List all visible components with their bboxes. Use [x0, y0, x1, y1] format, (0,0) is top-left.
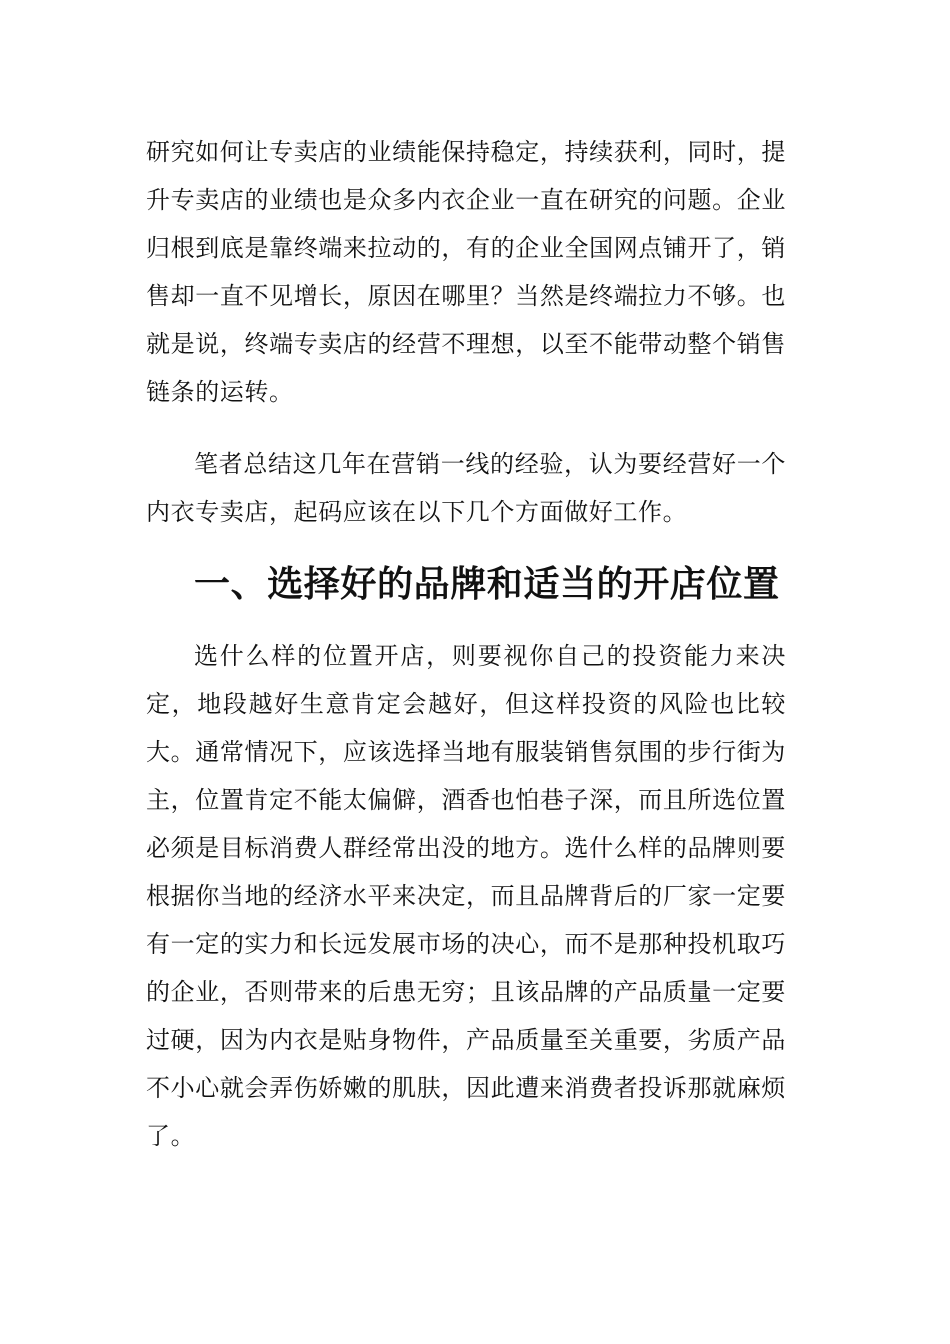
paragraph-gap — [146, 608, 786, 632]
paragraph-summary: 笔者总结这几年在营销一线的经验，认为要经营好一个内衣专卖店，起码应该在以下几个方面做好工作。 — [146, 450, 786, 526]
section-heading: 一、选择好的品牌和适当的开店位置 — [194, 563, 780, 605]
paragraph-gap — [146, 536, 786, 560]
paragraph-gap — [146, 416, 786, 440]
paragraph-section-body: 选什么样的位置开店，则要视你自己的投资能力来决定，地段越好生意肯定会越好，但这样投资的风险也比较大。通常情况下，应该选择当地有服装销售氛围的步行街为主，位置肯定不能太偏僻，酒香也怕巷子深，而且所选位置必须是目标消费人群经常出没的地方。选什么样的品牌则要根据你当地的经济水平来决定，而且品牌背后的厂家一定要有一定的实力和长远发展市场的决心，而不是那种投机取巧的企业，否则带来的后患无穷；且该品牌的产品质量一定要过硬，因为内衣是贴身物件，产品质量至关重要，劣质产品不小心就会弄伤娇嫩的肌肤，因此遭来消费者投诉那就麻烦了。 — [146, 642, 786, 1150]
paragraph-intro: 研究如何让专卖店的业绩能保持稳定，持续获利，同时，提升专卖店的业绩也是众多内衣企业一直在研究的问题。企业归根到底是靠终端来拉动的，有的企业全国网点铺开了，销售却一直不见增长，原因在哪里？当然是终端拉力不够。也就是说，终端专卖店的经营不理想，以至不能带动整个销售链条的运转。 — [146, 138, 786, 406]
document-body — [146, 128, 786, 1160]
